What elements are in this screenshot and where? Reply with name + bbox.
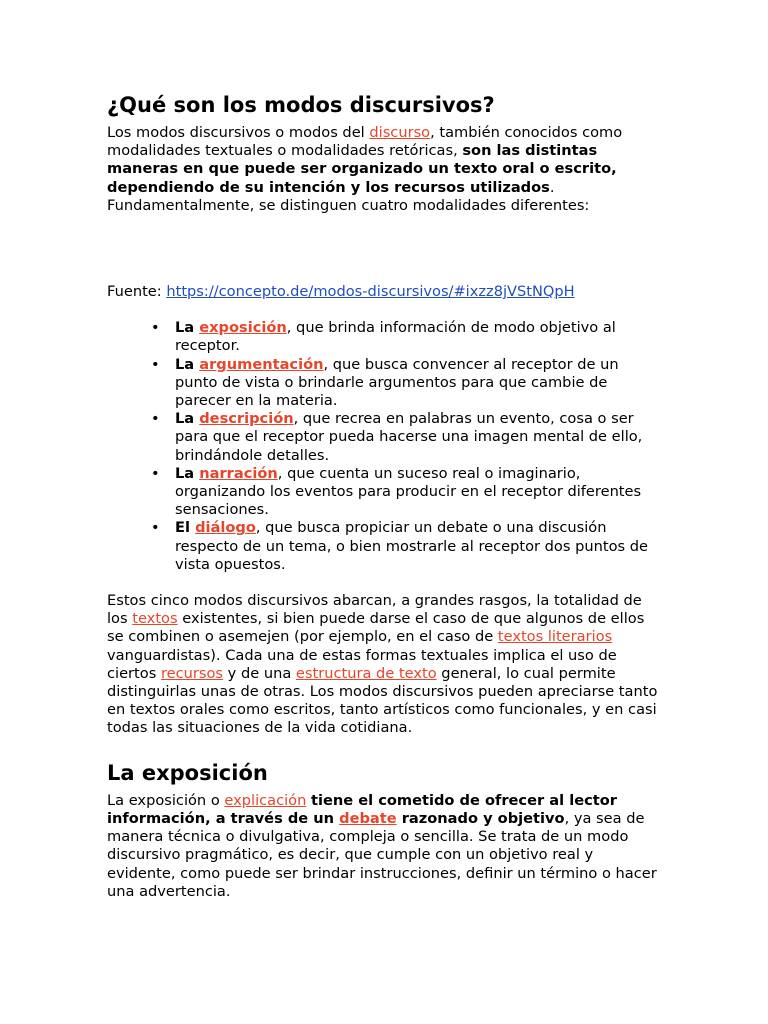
intro-paragraph: Los modos discursivos o modos del discurso, también conocidos como modalidades textuales o modalidades retóricas, son las distintas maneras en que puede ser organizado un texto oral o escrito, dependiendo de su intención y los recursos utilizados. Fundamentalmente, se distinguen cuatro modalidades diferentes:: [107, 124, 623, 214]
link-narracion[interactable]: narración: [199, 464, 278, 482]
list-item: • La descripción, que recrea en palabras un evento, cosa o ser para que el receptor pueda hacerse una imagen mental de ello, brindándole detalles.: [175, 410, 663, 465]
source-line: Fuente: https://concepto.de/modos-discursivos/#ixzz8jVStNQpH: [107, 283, 575, 301]
list-item: • La exposición, que brinda información de modo objetivo al receptor.: [175, 319, 663, 355]
link-estructura-de-texto[interactable]: estructura de texto: [295, 664, 437, 682]
link-dialogo[interactable]: diálogo: [195, 519, 256, 537]
link-explicacion[interactable]: explicación: [224, 791, 307, 809]
section-heading-exposicion: La exposición: [107, 760, 268, 785]
page-title: ¿Qué son los modos discursivos?: [107, 93, 495, 117]
link-debate[interactable]: debate: [339, 809, 397, 827]
body-paragraph-3: La exposición o explicación tiene el cometido de ofrecer al lector información, a través de un debate razonado y objetivo, ya sea de manera técnica o divulgativa, compleja o sencilla. Se trata de un modo discursivo pragmático, es decir, que cumple con un objetivo real y evidente, como puede ser brindar instrucciones, definir un término o hacer una advertencia.: [107, 791, 657, 900]
link-exposicion[interactable]: exposición: [199, 319, 287, 337]
list-item: • La narración, que cuenta un suceso real o imaginario, organizando los eventos para producir en el receptor diferentes sensaciones.: [175, 465, 663, 520]
source-url-link[interactable]: https://concepto.de/modos-discursivos/#ixzz8jVStNQpH: [166, 283, 575, 301]
list-item: • El diálogo, que busca propiciar un debate o una discusión respecto de un tema, o bien mostrarle al receptor dos puntos de vista opuestos.: [175, 519, 663, 574]
link-textos-literarios[interactable]: textos literarios: [497, 628, 613, 646]
link-recursos[interactable]: recursos: [160, 664, 224, 682]
body-paragraph-2: Estos cinco modos discursivos abarcan, a grandes rasgos, la totalidad de los textos existentes, si bien puede darse el caso de que algunos de ellos se combinen o asemejen (por ejemplo, en el caso de textos literarios vanguardistas). Cada una de estas formas textuales implica el uso de ciertos recursos y de una estructura de texto general, lo cual permite distinguirlas unas de otras. Los modos discursivos pueden apreciarse tanto en textos orales como escritos, tanto artísticos como funcionales, y en casi todas las situaciones de la vida cotidiana.: [107, 592, 658, 737]
modes-list: [107, 319, 663, 574]
link-textos[interactable]: textos: [132, 610, 178, 628]
list-item: • La argumentación, que busca convencer al receptor de un punto de vista o brindarle argumentos para que cambie de parecer en la materia.: [175, 356, 663, 411]
link-discurso[interactable]: discurso: [369, 124, 431, 141]
link-argumentacion[interactable]: argumentación: [199, 355, 324, 373]
document-content: [107, 92, 663, 901]
link-descripcion[interactable]: descripción: [199, 410, 294, 428]
